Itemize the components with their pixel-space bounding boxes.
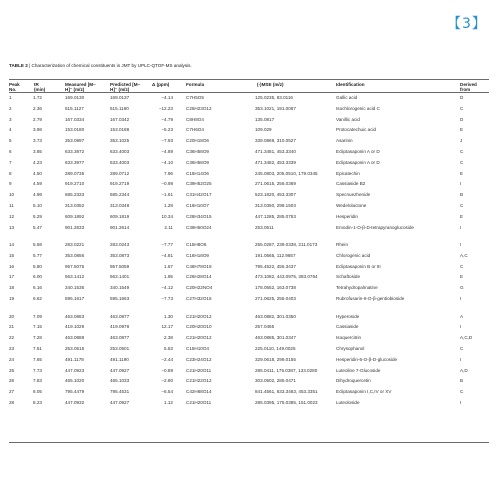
cell-identification: Luteoline 7-Glucoside: [336, 367, 381, 373]
table-row: [9, 225, 489, 240]
cell-identification: Luteoloside: [336, 399, 360, 405]
cell-measured-mz: 463.0883: [65, 313, 85, 319]
cell-predicted-mz: 447.0927: [110, 399, 130, 405]
cell-mse-fragments: 447.1285, 285.0753: [255, 213, 296, 219]
cell-retention-time: 8.05: [33, 389, 42, 395]
cell-delta-ppm: −4.81: [161, 252, 173, 258]
cell-mse-fragments: 255.0287, 239.0338, 211.0173: [255, 242, 318, 248]
cell-formula: C15H14O6: [186, 170, 209, 176]
cell-measured-mz: 685.2333: [65, 192, 85, 198]
cell-formula: C39H50O24: [186, 224, 212, 230]
cell-measured-mz: 419.1029: [65, 324, 85, 330]
table-row: [9, 242, 489, 253]
cell-measured-mz: 167.0334: [65, 116, 85, 122]
cell-derived-from: A,C,D: [460, 335, 473, 341]
cell-mse-fragments: 463.0882, 301.0350: [255, 313, 296, 319]
cell-retention-time: 7.73: [33, 367, 42, 373]
cell-measured-mz: 901.2633: [65, 224, 85, 230]
cell-measured-mz: 633.3977: [65, 159, 85, 165]
cell-retention-time: 1.72: [33, 95, 42, 100]
table-row: [9, 357, 489, 368]
cell-measured-mz: 169.0130: [65, 95, 85, 100]
cell-formula: C27H32O15: [186, 296, 212, 302]
cell-formula: C20H20O10: [186, 324, 212, 330]
cell-derived-from: C: [460, 389, 464, 395]
cell-derived-from: E: [460, 170, 464, 176]
cell-retention-time: 5.47: [33, 224, 42, 230]
cell-delta-ppm: −4.89: [161, 148, 173, 154]
cell-identification: Hesperidin-6-O-β-D-glucoside: [336, 356, 398, 362]
table-header: [9, 82, 489, 92]
cell-derived-from: C: [460, 263, 464, 269]
cell-measured-mz: 447.0923: [65, 367, 85, 373]
cell-predicted-mz: 515.1190: [110, 105, 129, 111]
cell-peak-no: 5: [9, 138, 12, 144]
cell-measured-mz: 340.1535: [65, 285, 85, 291]
cell-predicted-mz: 957.5059: [110, 263, 130, 269]
cell-delta-ppm: −6.54: [161, 389, 173, 395]
cell-derived-from: C: [460, 345, 464, 351]
cell-identification: Ecliptasaponin I,C,IV or XV: [336, 389, 392, 395]
cell-derived-from: B: [460, 378, 464, 384]
cell-delta-ppm: −7.73: [161, 296, 173, 302]
cell-predicted-mz: 289.0712: [110, 170, 130, 176]
cell-identification: Protocatechuic acid: [336, 127, 377, 133]
table-row: [9, 171, 489, 182]
cell-identification: Dihydroquercetin: [336, 378, 371, 384]
cell-derived-from: I: [460, 296, 462, 302]
cell-mse-fragments: 303.0502, 285.0471: [255, 378, 296, 384]
cell-formula: C8H8O4: [186, 116, 204, 122]
cell-measured-mz: 919.2710: [65, 181, 85, 187]
cell-predicted-mz: 463.0877: [110, 313, 130, 319]
cell-delta-ppm: −7.77: [161, 242, 173, 248]
cell-formula: C20H22NO4: [186, 285, 213, 291]
cell-mse-fragments: 253.0511: [255, 224, 274, 230]
cell-identification: Rhein: [336, 242, 349, 248]
cell-mse-fragments: 471.3481, 453.3340: [255, 148, 296, 154]
cell-formula: C36H58O9: [186, 148, 209, 154]
cell-formula: C15H8O6: [186, 242, 207, 248]
table-row: [9, 253, 489, 264]
cell-peak-no: 24: [9, 356, 15, 362]
cell-derived-from: B: [460, 192, 464, 198]
cell-formula: C7H5O5: [186, 95, 204, 100]
cell-derived-from: C: [460, 148, 464, 154]
cell-predicted-mz: 283.0243: [110, 242, 130, 248]
cell-retention-time: 7.28: [33, 335, 42, 341]
cell-derived-from: C: [460, 105, 464, 111]
table-row: [9, 106, 489, 117]
table-body: [9, 95, 489, 411]
header-mse: (-)MSE (m/z): [257, 82, 284, 87]
top-rule: [9, 79, 489, 80]
cell-derived-from: E: [460, 274, 464, 280]
cell-peak-no: 8: [9, 170, 12, 176]
table-label: TABLE 2: [9, 63, 28, 68]
cell-predicted-mz: 609.1819: [110, 213, 130, 219]
cell-mse-fragments: 329.0618, 299.0155: [255, 356, 296, 362]
cell-formula: C15H10O4: [186, 345, 209, 351]
cell-measured-mz: 153.0180: [65, 127, 85, 133]
cell-predicted-mz: 313.0348: [110, 202, 130, 208]
cell-identification: Ecliptasaponin A or D: [336, 159, 380, 165]
cell-formula: C21H20O11: [186, 399, 212, 405]
cell-mse-fragments: 339.0869, 310.0527: [255, 138, 296, 144]
table-row: [9, 95, 489, 106]
cell-peak-no: 21: [9, 324, 15, 330]
cell-formula: C42H68O14: [186, 389, 212, 395]
cell-derived-from: D: [460, 116, 464, 122]
cell-delta-ppm: 1.28: [164, 202, 173, 208]
cell-mse-fragments: 353.1021, 191.0067: [255, 105, 296, 111]
cell-derived-from: I: [460, 242, 462, 248]
cell-retention-time: 7.51: [33, 345, 42, 351]
header-identification: Identification: [336, 82, 365, 87]
cell-delta-ppm: 12.17: [161, 324, 173, 330]
cell-predicted-mz: 447.0927: [110, 367, 130, 373]
cell-peak-no: 3: [9, 116, 12, 122]
cell-derived-from: D: [460, 95, 464, 100]
cell-predicted-mz: 901.2614: [110, 224, 130, 230]
cell-formula: C21H20O11: [186, 367, 212, 373]
table-row: [9, 127, 489, 138]
cell-measured-mz: 491.1178: [65, 356, 84, 362]
cell-formula: C39H52O25: [186, 181, 212, 187]
cell-formula: C21H22O12: [186, 378, 212, 384]
cell-peak-no: 11: [9, 202, 14, 208]
cell-mse-fragments: 523.1820, 453.3307: [255, 192, 296, 198]
cell-derived-from: I: [460, 224, 462, 230]
cell-formula: C25H23O12: [186, 105, 212, 111]
cell-delta-ppm: −12.23: [158, 105, 173, 111]
cell-identification: Ecliptasaponin B or III: [336, 263, 381, 269]
cell-peak-no: 13: [9, 224, 15, 230]
cell-measured-mz: 515.1127: [65, 105, 84, 111]
cell-predicted-mz: 169.0137: [110, 95, 130, 100]
bottom-rule: [9, 442, 489, 443]
cell-delta-ppm: 7.96: [164, 170, 173, 176]
cell-mse-fragments: 178.0552, 163.0738: [255, 285, 296, 291]
cell-retention-time: 7.15: [33, 324, 42, 330]
table-row: [9, 181, 489, 192]
table-caption: [9, 63, 489, 68]
cell-derived-from: A: [460, 313, 464, 319]
cell-formula: C21H20O12: [186, 335, 212, 341]
cell-formula: C21H20O12: [186, 313, 212, 319]
header-tr: tR (min): [34, 82, 46, 93]
cell-peak-no: 2: [9, 105, 12, 111]
cell-peak-no: 14: [9, 242, 15, 248]
cell-peak-no: 22: [9, 335, 15, 341]
table-row: [9, 389, 489, 400]
cell-retention-time: 6.16: [33, 285, 42, 291]
cell-peak-no: 12: [9, 213, 15, 219]
cell-retention-time: 6.62: [33, 296, 42, 302]
cell-formula: C7H6O4: [186, 127, 204, 133]
cell-mse-fragments: 285.0411, 175.0387, 133.0280: [255, 367, 318, 373]
cell-derived-from: G: [460, 285, 464, 291]
cell-delta-ppm: 2.11: [164, 224, 173, 230]
cell-derived-from: I: [460, 356, 462, 362]
cell-measured-mz: 595.1617: [65, 296, 85, 302]
cell-predicted-mz: 919.2719: [110, 181, 130, 187]
cell-derived-from: A,C: [460, 252, 468, 258]
cell-delta-ppm: −2.44: [161, 356, 173, 362]
cell-predicted-mz: 465.1033: [110, 378, 130, 384]
cell-predicted-mz: 419.0978: [110, 324, 130, 330]
header-formula: Formula: [186, 82, 205, 87]
cell-retention-time: 5.77: [33, 252, 42, 258]
table-row: [9, 324, 489, 335]
cell-retention-time: 3.85: [33, 148, 42, 154]
cell-predicted-mz: 167.0342: [110, 116, 130, 122]
cell-predicted-mz: 463.0877: [110, 335, 130, 341]
cell-mse-fragments: 285.0395, 175.0385, 151.0023: [255, 399, 318, 405]
cell-identification: Schaftoside: [336, 274, 361, 280]
cell-mse-fragments: 271.0625, 255.0403: [255, 296, 296, 302]
cell-derived-from: I: [460, 399, 462, 405]
cell-identification: Epicatechin: [336, 170, 360, 176]
cell-retention-time: 7.09: [33, 313, 42, 319]
table-row: [9, 138, 489, 149]
cell-measured-mz: 353.0997: [65, 138, 85, 144]
cell-identification: Specnuezhenide: [336, 192, 371, 198]
cell-mse-fragments: 245.0803, 205.0510, 179.0345: [255, 170, 318, 176]
cell-mse-fragments: 135.0817: [255, 116, 275, 122]
cell-retention-time: 4.50: [33, 170, 42, 176]
table-row: [9, 368, 489, 379]
cell-derived-from: I: [460, 181, 462, 187]
cell-predicted-mz: 595.1663: [110, 296, 130, 302]
cell-predicted-mz: 795.4531: [110, 389, 130, 395]
cell-identification: Vanillic acid: [336, 116, 360, 122]
cell-mse-fragments: 471.3482, 453.3339: [255, 159, 296, 165]
cell-predicted-mz: 353.1025: [110, 138, 130, 144]
cell-measured-mz: 609.1892: [65, 213, 85, 219]
table-row: [9, 149, 489, 160]
cell-formula: C28H34O15: [186, 213, 212, 219]
cell-peak-no: 15: [9, 252, 15, 258]
cell-peak-no: 23: [9, 345, 15, 351]
cell-formula: C16H18O9: [186, 252, 209, 258]
cell-derived-from: C: [460, 159, 464, 165]
cell-delta-ppm: 2.38: [164, 335, 173, 341]
cell-identification: Hesperidin: [336, 213, 358, 219]
cell-peak-no: 19: [9, 296, 15, 302]
header-measured: Measured [M–H]⁻ (m/z): [65, 82, 96, 93]
cell-identification: Gallic acid: [336, 95, 358, 100]
table-row: [9, 264, 489, 275]
table-row: [9, 214, 489, 225]
cell-retention-time: 4.98: [33, 192, 42, 198]
header-predicted: Predicted [M–H]⁻ (m/z): [110, 82, 141, 93]
cell-peak-no: 9: [9, 181, 12, 187]
cell-retention-time: 5.58: [33, 242, 42, 248]
cell-measured-mz: 563.1412: [65, 274, 85, 280]
cell-identification: Cassiaside B2: [336, 181, 366, 187]
cell-derived-from: E: [460, 127, 464, 133]
cell-predicted-mz: 340.1549: [110, 285, 130, 291]
cell-retention-time: 4.23: [33, 159, 42, 165]
header-ppm: Δ (ppm): [152, 82, 170, 87]
cell-identification: Emodin-1-O-β-D-tetrapyranoglucoside: [336, 224, 414, 230]
cell-predicted-mz: 633.4003: [110, 148, 130, 154]
table-row: [9, 285, 489, 296]
cell-retention-time: 2.79: [33, 116, 42, 122]
cell-delta-ppm: −0.89: [161, 367, 173, 373]
cell-measured-mz: 633.3972: [65, 148, 85, 154]
cell-identification: Cassiaside: [336, 324, 359, 330]
cell-measured-mz: 447.0932: [65, 399, 85, 405]
cell-identification: Isochlorogenic acid C: [336, 105, 380, 111]
cell-identification: Isoquercitrin: [336, 335, 362, 341]
cell-mse-fragments: 191.0565, 112.9857: [255, 252, 296, 258]
cell-delta-ppm: 1.30: [164, 313, 173, 319]
cell-delta-ppm: −1.61: [161, 192, 173, 198]
cell-identification: Chlorogenic acid: [336, 252, 371, 258]
cell-derived-from: C: [460, 202, 464, 208]
cell-derived-from: E: [460, 213, 464, 219]
cell-formula: C26H28O14: [186, 274, 212, 280]
cell-mse-fragments: 463.0885, 301.0347: [255, 335, 296, 341]
cell-mse-fragments: 841.4561, 633.3463, 453.3351: [255, 389, 318, 395]
cell-delta-ppm: −2.80: [161, 378, 173, 384]
cell-peak-no: 20: [9, 313, 15, 319]
cell-formula: C23H24O12: [186, 356, 212, 362]
cell-measured-mz: 353.0856: [65, 252, 85, 258]
cell-measured-mz: 795.4479: [65, 389, 85, 395]
cell-delta-ppm: −4.79: [161, 116, 173, 122]
cell-predicted-mz: 353.0873: [110, 252, 130, 258]
cell-predicted-mz: 563.1401: [110, 274, 130, 280]
table-row: [9, 274, 489, 285]
cell-retention-time: 7.83: [33, 378, 42, 384]
cell-measured-mz: 313.0352: [65, 202, 85, 208]
cell-delta-ppm: 5.53: [164, 345, 173, 351]
table-row: [9, 400, 489, 411]
cell-delta-ppm: −4.12: [161, 285, 173, 291]
cell-mse-fragments: 257.0465: [255, 324, 275, 330]
cell-identification: Wedelolactone: [336, 202, 367, 208]
header-rule: [9, 92, 489, 93]
cell-retention-time: 5.80: [33, 263, 42, 269]
cell-retention-time: 5.29: [33, 213, 42, 219]
cell-peak-no: 18: [9, 285, 15, 291]
cell-peak-no: 6: [9, 148, 12, 154]
cell-derived-from: I: [460, 324, 462, 330]
cell-predicted-mz: 491.1190: [110, 356, 129, 362]
cell-delta-ppm: 1.67: [164, 263, 173, 269]
cell-mse-fragments: 109.029: [255, 127, 272, 133]
cell-retention-time: 4.59: [33, 181, 42, 187]
cell-delta-ppm: −7.93: [161, 138, 173, 144]
cell-mse-fragments: 125.0235, 83.0116: [255, 95, 293, 100]
cell-mse-fragments: 271.0615, 256.0369: [255, 181, 296, 187]
table-row: [9, 160, 489, 171]
cell-retention-time: 3.98: [33, 127, 42, 133]
cell-retention-time: 3.73: [33, 138, 42, 144]
header-peak-no: Peak No.: [9, 82, 20, 93]
cell-measured-mz: 463.0888: [65, 335, 85, 341]
cell-delta-ppm: −5.23: [161, 127, 173, 133]
cell-formula: C48H78O19: [186, 263, 212, 269]
cell-measured-mz: 289.0735: [65, 170, 85, 176]
cell-derived-from: A,D: [460, 367, 468, 373]
cell-derived-from: J: [460, 138, 463, 144]
cell-delta-ppm: 1.12: [164, 399, 173, 405]
table-row: [9, 378, 489, 389]
cell-delta-ppm: 1.95: [164, 274, 173, 280]
cell-measured-mz: 957.5075: [65, 263, 85, 269]
cell-peak-no: 7: [9, 159, 12, 165]
cell-predicted-mz: 253.0501: [110, 345, 130, 351]
table-row: [9, 314, 489, 325]
cell-retention-time: 5.10: [33, 202, 42, 208]
cell-identification: Tetrahydropalmatine: [336, 285, 378, 291]
cell-measured-mz: 283.0221: [65, 242, 85, 248]
cell-peak-no: 4: [9, 127, 12, 133]
cell-peak-no: 26: [9, 378, 15, 384]
cell-retention-time: 6.00: [33, 274, 42, 280]
cell-peak-no: 25: [9, 367, 15, 373]
cell-identification: Ecliptasaponin A or D: [336, 148, 380, 154]
table-row: [9, 117, 489, 128]
cell-peak-no: 17: [9, 274, 15, 280]
cell-delta-ppm: −4.14: [161, 95, 173, 100]
table-row: [9, 203, 489, 214]
cell-predicted-mz: 685.2344: [110, 192, 130, 198]
table-row: [9, 192, 489, 203]
cell-formula: C31H42O17: [186, 192, 212, 198]
cell-formula: C16H10O7: [186, 202, 209, 208]
cell-retention-time: 7.65: [33, 356, 42, 362]
cell-peak-no: 28: [9, 399, 15, 405]
cell-identification: Asarinin: [336, 138, 353, 144]
cell-retention-time: 2.36: [33, 105, 42, 111]
cell-mse-fragments: 795.4522, 455.3437: [255, 263, 296, 269]
cell-identification: Chrysophanol: [336, 345, 365, 351]
cell-formula: C36H58O9: [186, 159, 209, 165]
cell-predicted-mz: 153.0188: [110, 127, 130, 133]
cell-delta-ppm: −4.10: [161, 159, 173, 165]
reference-number: 【3】: [447, 16, 487, 32]
cell-peak-no: 27: [9, 389, 15, 395]
table-row: [9, 335, 489, 346]
cell-identification: Rubrofusarin-6-O-β-gentiobioside: [336, 296, 405, 302]
table-row: [9, 346, 489, 357]
cell-measured-mz: 253.0515: [65, 345, 85, 351]
table-row: [9, 296, 489, 311]
header-derived-from: Derived from: [460, 82, 477, 93]
cell-measured-mz: 465.1020: [65, 378, 85, 384]
cell-formula: C20H18O6: [186, 138, 209, 144]
cell-mse-fragments: 313.0350, 298.1503: [255, 202, 296, 208]
cell-identification: Hyperoside: [336, 313, 360, 319]
cell-delta-ppm: −0.98: [161, 181, 173, 187]
cell-delta-ppm: 10.34: [161, 213, 173, 219]
cell-mse-fragments: 225.0110, 149.0025: [255, 345, 296, 351]
cell-peak-no: 1: [9, 95, 12, 100]
cell-retention-time: 8.23: [33, 399, 42, 405]
cell-predicted-mz: 633.4003: [110, 159, 130, 165]
cell-peak-no: 16: [9, 263, 15, 269]
cell-peak-no: 10: [9, 192, 15, 198]
table-title: | Characterization of chemical constituents in JMT by UPLC-QTOF-MS analysis.: [27, 63, 192, 68]
cell-mse-fragments: 473.1082, 443.0975, 383.0764: [255, 274, 318, 280]
